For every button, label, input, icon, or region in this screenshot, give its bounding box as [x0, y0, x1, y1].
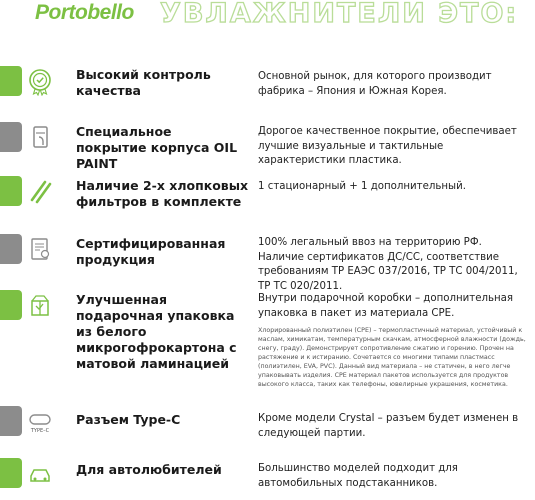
feature-description: Большинство моделей подходит для автомобильных подстаканников.	[258, 463, 458, 489]
feature-title: Высокий контроль качества	[76, 67, 211, 98]
feature-title: Улучшенная подарочная упаковка из белого микрогофрокартона с матовой ламинацией	[76, 292, 237, 371]
feature-title: Разъем Type-C	[76, 412, 181, 427]
feature-description: Кроме модели Crystal – разъем будет изменен в следующей партии.	[258, 413, 519, 439]
accent-bar	[0, 176, 22, 206]
brand-logo: Portobello	[35, 1, 134, 24]
accent-bar	[0, 406, 22, 436]
accent-bar	[0, 122, 22, 152]
header	[0, 0, 535, 44]
feature-description: 100% легальный ввоз на территорию РФ. Наличие сертификатов ДС/СС, соответствие требованиям ТР ЕАЭС 037/2016, ТР ТС 004/2011, ТР ТС 020/2011.	[258, 237, 518, 292]
car-icon	[23, 456, 57, 490]
type-c-label: TYPE–C	[30, 428, 50, 434]
feature-title: Специальное покрытие корпуса OIL PAINT	[76, 124, 238, 171]
feature-description: 1 стационарный + 1 дополнительный.	[258, 181, 466, 192]
feature-description: Внутри подарочной коробки – дополнительная упаковка в пакет из материала CPE.	[258, 293, 514, 319]
feature-description: Основной рынок, для которого производит фабрика – Япония и Южная Корея.	[258, 71, 492, 97]
feature-title: Для автолюбителей	[76, 462, 222, 477]
quality-check-icon	[23, 64, 57, 98]
page-title: УВЛАЖНИТЕЛИ ЭТО:	[160, 0, 519, 29]
feature-title: Сертифицированная продукция	[76, 236, 226, 267]
accent-bar	[0, 66, 22, 96]
material-note: Хлорированный полиэтилен (CPE) – термопластичный материал, устойчивый к маслам, химикатам, температурным скачкам, атмосферной влажности (дождь, снегу, граду). Демонстрирует сопротивление сжатию и горению. Прочен на растяжение и к истиранию. Сочетается со многими типами пластмасс (полиэтилен, EVA, PVC). Данный вид материала – не статичен, в него легче упаковывать изделия. CPE материал пакетов используется для продуктов высокого класса, таких как телефоны, ювелирные украшения, косметика.	[258, 327, 526, 388]
accent-bar	[0, 458, 22, 488]
type-c-icon	[23, 404, 57, 438]
spray-coating-icon	[23, 120, 57, 154]
cotton-filter-icon	[23, 174, 57, 208]
gift-box-icon	[23, 288, 57, 322]
feature-description: Дорогое качественное покрытие, обеспечивает лучшие визуальные и тактильные характеристики пластика.	[258, 126, 517, 166]
accent-bar	[0, 290, 22, 320]
certificate-icon	[23, 232, 57, 266]
accent-bar	[0, 234, 22, 264]
feature-title: Наличие 2-х хлопковых фильтров в комплекте	[76, 178, 249, 209]
